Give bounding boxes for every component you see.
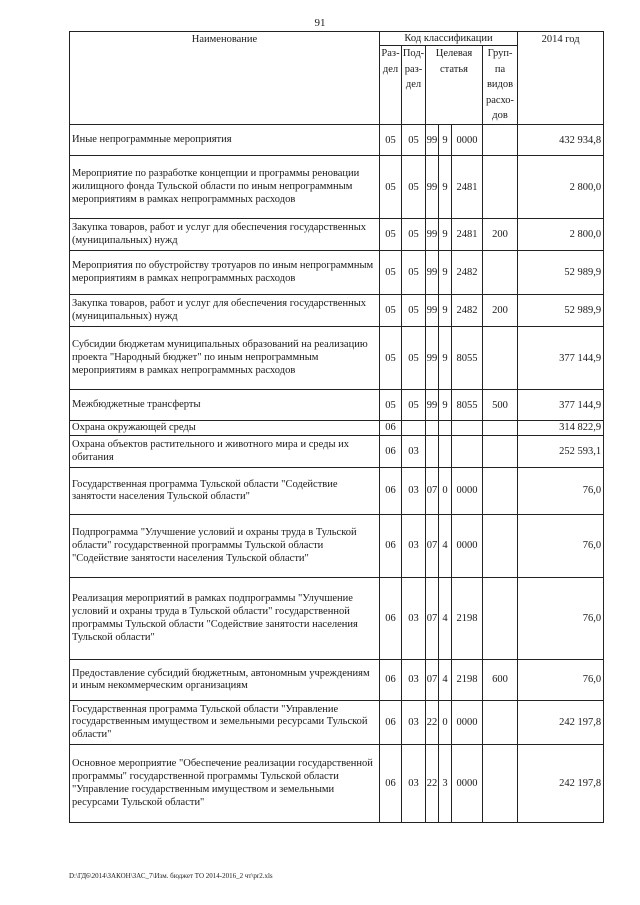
row-subsection: 05 bbox=[402, 251, 426, 295]
row-target-program: 07 bbox=[426, 467, 439, 514]
row-target-direction: 2482 bbox=[452, 251, 483, 295]
row-target-program: 99 bbox=[426, 156, 439, 219]
row-target-subprogram: 3 bbox=[439, 744, 452, 822]
row-target-subprogram: 9 bbox=[439, 125, 452, 156]
row-subsection: 03 bbox=[402, 435, 426, 467]
row-target-subprogram: 0 bbox=[439, 700, 452, 744]
table-row bbox=[70, 327, 604, 390]
row-expense-group bbox=[483, 435, 518, 467]
row-amount-2014: 242 197,8 bbox=[518, 700, 604, 744]
row-name: Основное мероприятие "Обеспечение реализации государственной программы" государственной программы Тульской области "Управление государственным имуществом и земельными ресурсами Тульской области" bbox=[70, 744, 380, 822]
table-row bbox=[70, 514, 604, 577]
row-name: Мероприятие по разработке концепции и программы реновации жилищного фонда Тульской области по иным непрограммным мероприятиям в рамках непрограммных расходов bbox=[70, 156, 380, 219]
table-row bbox=[70, 125, 604, 156]
row-subsection: 05 bbox=[402, 390, 426, 421]
row-target-subprogram: 9 bbox=[439, 219, 452, 251]
row-target-program bbox=[426, 435, 439, 467]
row-amount-2014: 377 144,9 bbox=[518, 390, 604, 421]
table-row bbox=[70, 421, 604, 436]
page-number: 91 bbox=[314, 17, 326, 29]
table-row bbox=[70, 251, 604, 295]
row-subsection: 03 bbox=[402, 577, 426, 659]
row-amount-2014: 377 144,9 bbox=[518, 327, 604, 390]
row-target-direction: 2482 bbox=[452, 295, 483, 327]
row-section: 06 bbox=[380, 744, 402, 822]
row-section: 05 bbox=[380, 390, 402, 421]
row-subsection bbox=[402, 421, 426, 436]
row-target-direction: 0000 bbox=[452, 514, 483, 577]
column-header-target bbox=[426, 46, 483, 125]
row-subsection: 03 bbox=[402, 514, 426, 577]
row-target-program: 22 bbox=[426, 744, 439, 822]
row-target-direction: 2481 bbox=[452, 219, 483, 251]
row-name: Подпрограмма "Улучшение условий и охраны труда в Тульской области" государственной программы Тульской области "Содействие занятости населения Тульской области" bbox=[70, 514, 380, 577]
row-amount-2014: 314 822,9 bbox=[518, 421, 604, 436]
row-expense-group: 200 bbox=[483, 295, 518, 327]
row-amount-2014: 252 593,1 bbox=[518, 435, 604, 467]
row-amount-2014: 432 934,8 bbox=[518, 125, 604, 156]
row-target-subprogram: 9 bbox=[439, 295, 452, 327]
row-expense-group bbox=[483, 156, 518, 219]
table-row bbox=[70, 390, 604, 421]
row-name: Охрана окружающей среды bbox=[70, 421, 380, 436]
row-target-direction bbox=[452, 435, 483, 467]
table-row bbox=[70, 156, 604, 219]
table-row bbox=[70, 577, 604, 659]
row-name: Межбюджетные трансферты bbox=[70, 390, 380, 421]
row-expense-group: 600 bbox=[483, 659, 518, 700]
row-target-program: 99 bbox=[426, 219, 439, 251]
row-target-direction: 2198 bbox=[452, 659, 483, 700]
row-section: 06 bbox=[380, 514, 402, 577]
row-section: 06 bbox=[380, 700, 402, 744]
column-header-expense-group-label: Груп- па видов расхо- дов bbox=[486, 48, 515, 121]
row-target-subprogram: 0 bbox=[439, 467, 452, 514]
row-target-program: 07 bbox=[426, 659, 439, 700]
row-amount-2014: 76,0 bbox=[518, 577, 604, 659]
row-target-direction: 0000 bbox=[452, 125, 483, 156]
row-target-program: 07 bbox=[426, 577, 439, 659]
row-target-subprogram bbox=[439, 435, 452, 467]
row-target-direction: 0000 bbox=[452, 700, 483, 744]
row-expense-group bbox=[483, 514, 518, 577]
row-subsection: 03 bbox=[402, 744, 426, 822]
file-path-footer: D:\ГД6\2014\ЗАКОН\ЗАС_7\Изм. бюджет ТО 2014-2016_2 чт\pr2.xls bbox=[69, 872, 273, 880]
row-target-subprogram: 4 bbox=[439, 514, 452, 577]
column-header-section bbox=[380, 46, 402, 125]
row-amount-2014: 242 197,8 bbox=[518, 744, 604, 822]
budget-table-body bbox=[70, 125, 604, 823]
row-target-subprogram: 4 bbox=[439, 577, 452, 659]
budget-table bbox=[69, 31, 604, 823]
column-header-year: 2014 год bbox=[518, 32, 604, 125]
row-expense-group bbox=[483, 327, 518, 390]
table-row bbox=[70, 219, 604, 251]
row-subsection: 03 bbox=[402, 659, 426, 700]
row-expense-group: 200 bbox=[483, 219, 518, 251]
row-target-subprogram bbox=[439, 421, 452, 436]
row-expense-group bbox=[483, 125, 518, 156]
row-target-program: 99 bbox=[426, 390, 439, 421]
column-header-subsection bbox=[402, 46, 426, 125]
row-name: Предоставление субсидий бюджетным, автономным учреждениям и иным некоммерческим организациям bbox=[70, 659, 380, 700]
row-section: 05 bbox=[380, 295, 402, 327]
row-target-direction bbox=[452, 421, 483, 436]
row-section: 05 bbox=[380, 251, 402, 295]
column-header-subsection-label: Под- раз- дел bbox=[402, 48, 425, 90]
row-name: Мероприятия по обустройству тротуаров по иным непрограммным мероприятиям в рамках непрограммных расходов bbox=[70, 251, 380, 295]
row-section: 06 bbox=[380, 467, 402, 514]
column-header-expense-group bbox=[483, 46, 518, 125]
row-section: 05 bbox=[380, 125, 402, 156]
row-target-direction: 0000 bbox=[452, 467, 483, 514]
row-expense-group bbox=[483, 421, 518, 436]
row-amount-2014: 52 989,9 bbox=[518, 295, 604, 327]
row-expense-group bbox=[483, 577, 518, 659]
row-name: Закупка товаров, работ и услуг для обеспечения государственных (муниципальных) нужд bbox=[70, 295, 380, 327]
row-subsection: 05 bbox=[402, 125, 426, 156]
row-subsection: 03 bbox=[402, 700, 426, 744]
row-target-program bbox=[426, 421, 439, 436]
row-target-program: 99 bbox=[426, 295, 439, 327]
table-row bbox=[70, 295, 604, 327]
row-name: Государственная программа Тульской области "Содействие занятости населения Тульской области" bbox=[70, 467, 380, 514]
row-subsection: 05 bbox=[402, 327, 426, 390]
row-target-subprogram: 9 bbox=[439, 156, 452, 219]
row-section: 05 bbox=[380, 327, 402, 390]
row-expense-group bbox=[483, 251, 518, 295]
row-target-program: 07 bbox=[426, 514, 439, 577]
row-section: 05 bbox=[380, 156, 402, 219]
row-section: 06 bbox=[380, 421, 402, 436]
row-target-direction: 2481 bbox=[452, 156, 483, 219]
row-name: Государственная программа Тульской области "Управление государственным имуществом и земельными ресурсами Тульской области" bbox=[70, 700, 380, 744]
column-header-classification: Код классификации bbox=[380, 32, 518, 46]
row-target-subprogram: 9 bbox=[439, 251, 452, 295]
row-subsection: 05 bbox=[402, 295, 426, 327]
row-name: Реализация мероприятий в рамках подпрограммы "Улучшение условий и охраны труда в Тульской области" государственной программы Тульской области "Содействие занятости населения Тульской области" bbox=[70, 577, 380, 659]
row-name: Охрана объектов растительного и животного мира и среды их обитания bbox=[70, 435, 380, 467]
table-row bbox=[70, 659, 604, 700]
row-section: 06 bbox=[380, 659, 402, 700]
row-subsection: 03 bbox=[402, 467, 426, 514]
row-target-program: 22 bbox=[426, 700, 439, 744]
row-target-program: 99 bbox=[426, 125, 439, 156]
row-amount-2014: 76,0 bbox=[518, 467, 604, 514]
column-header-target-label: Целевая статья bbox=[435, 48, 473, 75]
row-target-program: 99 bbox=[426, 327, 439, 390]
row-target-direction: 8055 bbox=[452, 390, 483, 421]
table-row bbox=[70, 467, 604, 514]
row-name: Закупка товаров, работ и услуг для обеспечения государственных (муниципальных) нужд bbox=[70, 219, 380, 251]
row-section: 05 bbox=[380, 219, 402, 251]
table-row bbox=[70, 700, 604, 744]
row-target-direction: 0000 bbox=[452, 744, 483, 822]
row-target-subprogram: 9 bbox=[439, 327, 452, 390]
row-target-direction: 8055 bbox=[452, 327, 483, 390]
row-name: Иные непрограммные мероприятия bbox=[70, 125, 380, 156]
row-amount-2014: 2 800,0 bbox=[518, 219, 604, 251]
row-target-program: 99 bbox=[426, 251, 439, 295]
row-target-direction: 2198 bbox=[452, 577, 483, 659]
row-expense-group bbox=[483, 467, 518, 514]
table-row bbox=[70, 744, 604, 822]
row-subsection: 05 bbox=[402, 156, 426, 219]
row-subsection: 05 bbox=[402, 219, 426, 251]
column-header-section-label: Раз- дел bbox=[381, 48, 400, 75]
row-amount-2014: 76,0 bbox=[518, 659, 604, 700]
row-name: Субсидии бюджетам муниципальных образований на реализацию проекта "Народный бюджет" по иным непрограммным мероприятиям в рамках непрограммных расходов bbox=[70, 327, 380, 390]
row-section: 06 bbox=[380, 577, 402, 659]
row-target-subprogram: 9 bbox=[439, 390, 452, 421]
row-amount-2014: 76,0 bbox=[518, 514, 604, 577]
row-section: 06 bbox=[380, 435, 402, 467]
row-target-subprogram: 4 bbox=[439, 659, 452, 700]
row-expense-group bbox=[483, 700, 518, 744]
row-amount-2014: 2 800,0 bbox=[518, 156, 604, 219]
row-amount-2014: 52 989,9 bbox=[518, 251, 604, 295]
row-expense-group: 500 bbox=[483, 390, 518, 421]
column-header-name: Наименование bbox=[70, 32, 380, 125]
row-expense-group bbox=[483, 744, 518, 822]
table-row bbox=[70, 435, 604, 467]
